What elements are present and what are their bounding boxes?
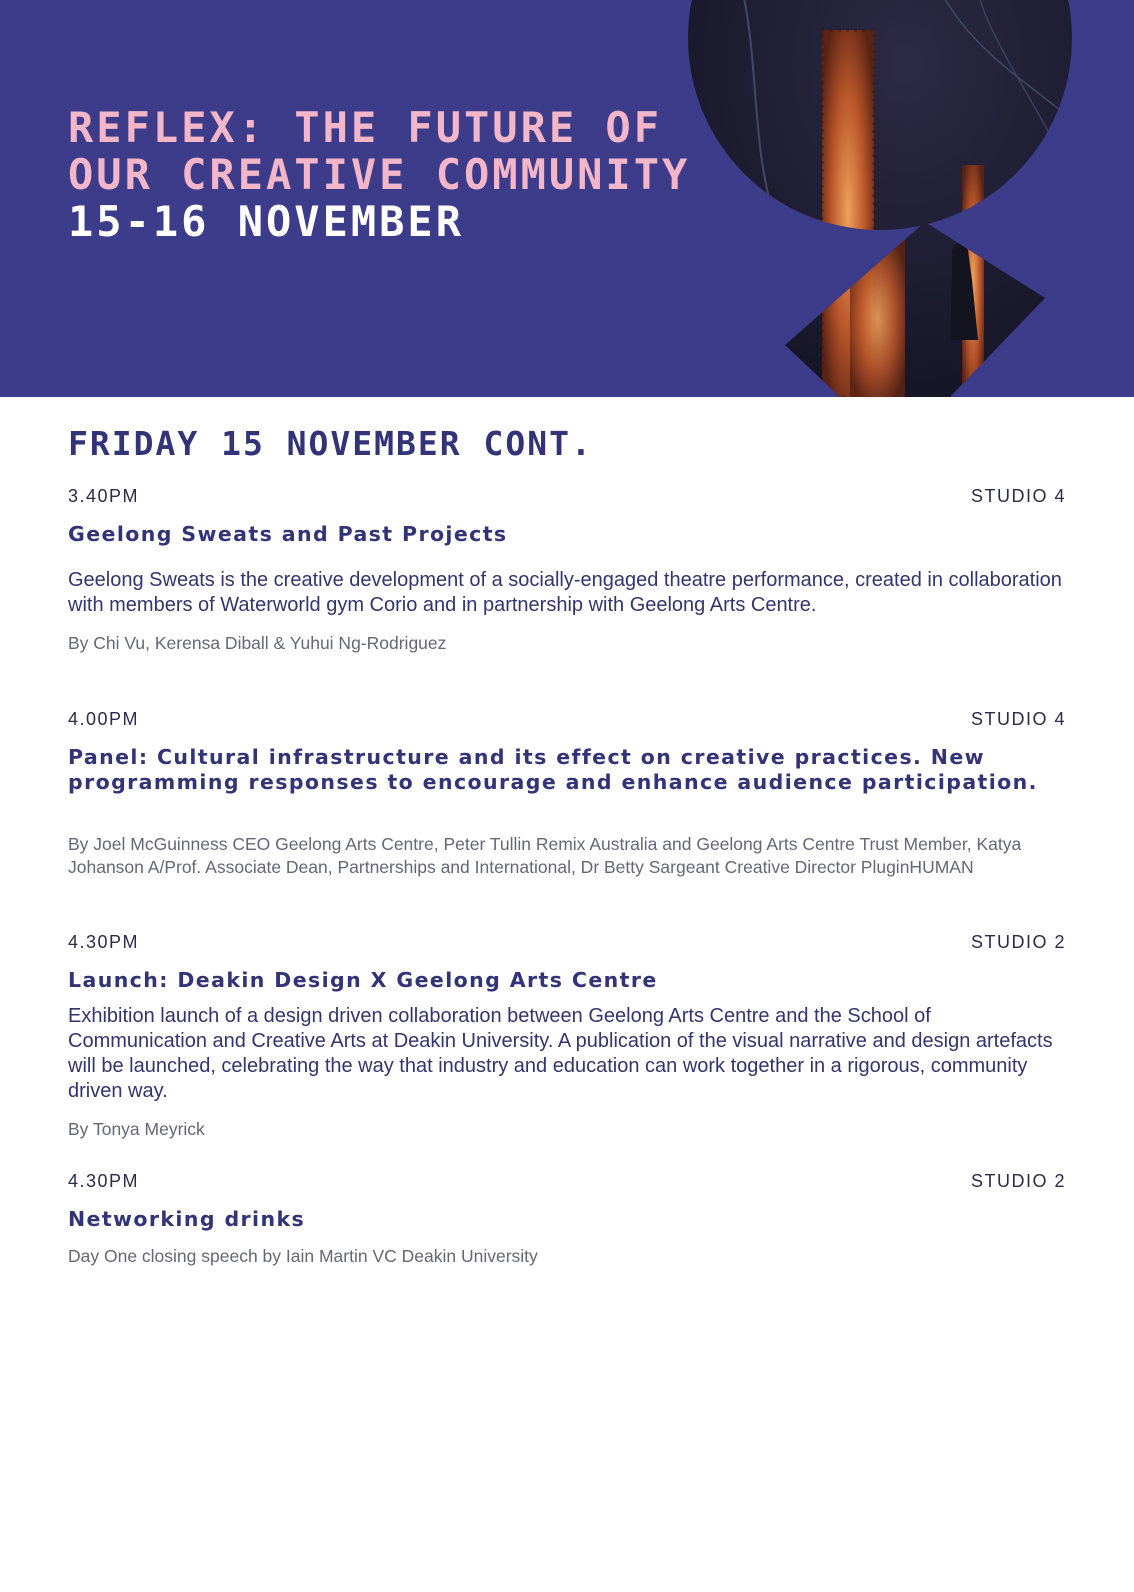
event-2-room: STUDIO 4 bbox=[970, 709, 1066, 729]
event-1-presenters: By Chi Vu, Kerensa Diball & Yuhui Ng-Rodriguez bbox=[68, 633, 447, 653]
event-3-time: 4.30PM bbox=[68, 932, 140, 952]
event-1-room: STUDIO 4 bbox=[970, 486, 1066, 506]
event-title-line-2: OUR CREATIVE COMMUNITY bbox=[68, 150, 691, 199]
event-4-room: STUDIO 2 bbox=[970, 1171, 1066, 1191]
event-3-description: Exhibition launch of a design driven collaboration between Geelong Arts Centre and the School of Communication and Creative Arts at Deakin University. A publication of the visual narrative and design artefacts will be launched, celebrating the way that industry and education can work together in a rigorous, community driven way. bbox=[68, 1005, 1053, 1102]
event-2-time: 4.00PM bbox=[68, 709, 140, 729]
event-1-title: Geelong Sweats and Past Projects bbox=[68, 522, 508, 546]
event-3-presenters: By Tonya Meyrick bbox=[68, 1119, 205, 1139]
event-4-presenters: Day One closing speech by Iain Martin VC Deakin University bbox=[68, 1246, 538, 1266]
event-1-time: 3.40PM bbox=[68, 486, 140, 506]
event-2-title: Panel: Cultural infrastructure and its effect on creative practices. New programming responses to encourage and enhance audience participation. bbox=[68, 745, 1038, 794]
day-heading: FRIDAY 15 NOVEMBER CONT. bbox=[68, 424, 593, 463]
event-4-title: Networking drinks bbox=[68, 1207, 306, 1231]
event-title-line-1: REFLEX: THE FUTURE OF bbox=[68, 103, 663, 152]
header-photo-icon bbox=[680, 0, 1134, 397]
event-1-description: Geelong Sweats is the creative development of a socially-engaged theatre performance, created in collaboration with members of Waterworld gym Corio and in partnership with Geelong Arts Centre. bbox=[68, 569, 1062, 616]
event-date: 15-16 NOVEMBER bbox=[68, 197, 465, 246]
event-4-time: 4.30PM bbox=[68, 1171, 140, 1191]
event-3-room: STUDIO 2 bbox=[970, 932, 1066, 952]
event-3-title: Launch: Deakin Design X Geelong Arts Centre bbox=[68, 968, 658, 992]
event-2-presenters: By Joel McGuinness CEO Geelong Arts Centre, Peter Tullin Remix Australia and Geelong Arts Centre Trust Member, Katya Johanson A/Prof. Associate Dean, Partnerships and International, Dr Betty Sargeant Creative Director PluginHUMAN bbox=[68, 834, 1022, 877]
header-banner bbox=[0, 0, 1134, 397]
